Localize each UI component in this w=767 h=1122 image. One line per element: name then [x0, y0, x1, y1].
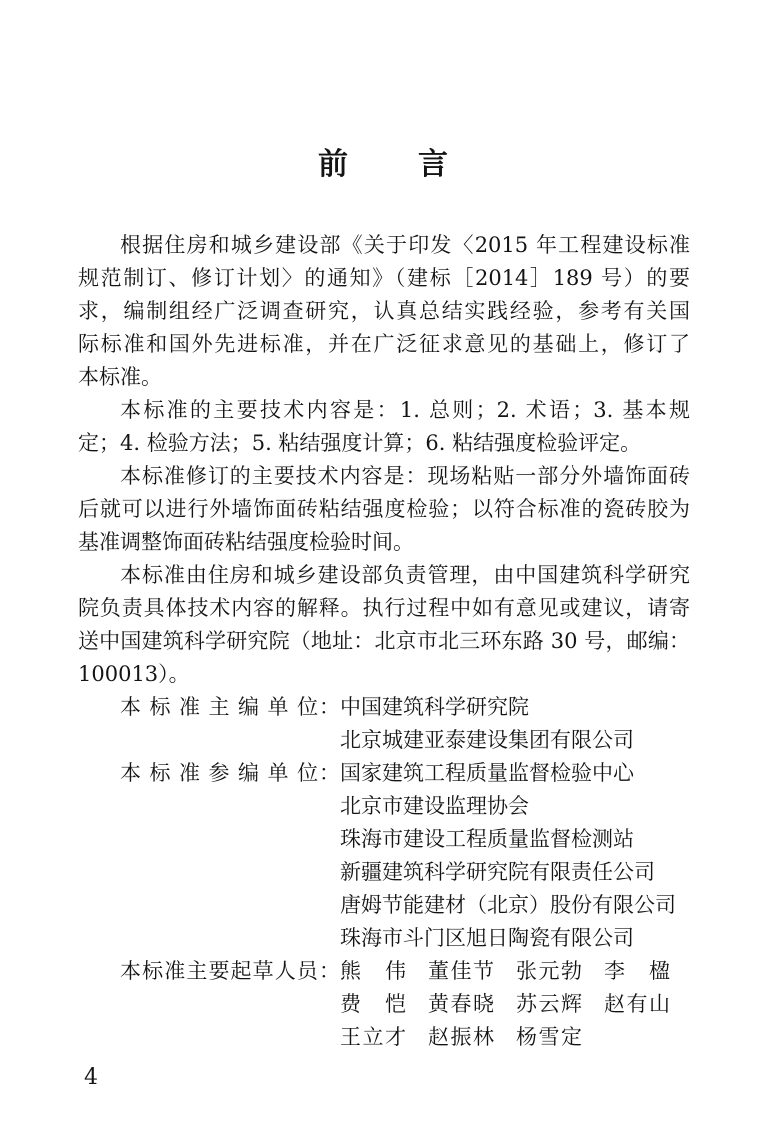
drafter-name: 李 楹	[604, 959, 670, 983]
paragraph-line: 院负责具体技术内容的解释。执行过程中如有意见或建议，请寄	[78, 596, 690, 620]
participating-units-label: 本 标 准 参 编 单 位：	[120, 761, 340, 785]
paragraph-line: 本标准。	[78, 365, 162, 389]
drafters-label: 本标准主要起草人员：	[120, 959, 340, 983]
drafter-name: 赵有山	[604, 992, 670, 1016]
paragraph-2	[78, 394, 690, 460]
participating-unit-item: 珠海市建设工程质量监督检测站	[340, 827, 634, 851]
participating-unit-item: 珠海市斗门区旭日陶瓷有限公司	[340, 926, 634, 950]
chief-units-row	[78, 691, 690, 724]
participating-unit-item: 唐姆节能建材（北京）股份有限公司	[340, 893, 676, 917]
paragraph-1	[78, 229, 690, 394]
participating-unit-item: 北京市建设监理协会	[340, 794, 529, 818]
paragraph-line: 根据住房和城乡建设部《关于印发〈2015 年工程建设标准	[120, 233, 690, 257]
chief-unit-item: 中国建筑科学研究院	[340, 695, 529, 719]
paragraph-line: 定；4. 检验方法；5. 粘结强度计算；6. 粘结强度检验评定。	[78, 431, 642, 455]
participating-units-row	[78, 790, 690, 823]
participating-unit-item: 国家建筑工程质量监督检验中心	[340, 761, 634, 785]
drafters	[78, 955, 690, 1054]
paragraph-line: 际标准和国外先进标准，并在广泛征求意见的基础上，修订了	[78, 332, 690, 356]
drafter-name: 王立才	[340, 1025, 406, 1049]
preface-body	[78, 229, 690, 1054]
preface-title: 前 言	[318, 147, 468, 182]
drafters-row	[78, 1021, 690, 1054]
drafter-name: 张元勃	[516, 959, 582, 983]
paragraph-line: 送中国建筑科学研究院（地址：北京市北三环东路 30 号，邮编：	[78, 629, 690, 653]
drafter-name: 苏云辉	[516, 992, 582, 1016]
participating-units-row	[78, 823, 690, 856]
drafters-row	[78, 955, 690, 988]
paragraph-line: 求，编制组经广泛调查研究，认真总结实践经验，参考有关国	[78, 299, 690, 323]
participating-units-row	[78, 757, 690, 790]
paragraph-3	[78, 460, 690, 559]
paragraph-line: 规范制订、修订计划〉的通知》（建标［2014］189 号）的要	[78, 266, 690, 290]
paragraph-line: 基准调整饰面砖粘结强度检验时间。	[78, 530, 414, 554]
participating-units	[78, 757, 690, 955]
participating-unit-item: 新疆建筑科学研究院有限责任公司	[340, 860, 655, 884]
paragraph-4	[78, 559, 690, 691]
chief-units-label: 本 标 准 主 编 单 位：	[120, 695, 340, 719]
chief-units-row	[78, 724, 690, 757]
drafter-name: 黄春晓	[428, 992, 494, 1016]
paragraph-line: 本标准由住房和城乡建设部负责管理，由中国建筑科学研究	[120, 563, 690, 587]
participating-units-row	[78, 889, 690, 922]
chief-unit-item: 北京城建亚泰建设集团有限公司	[340, 728, 634, 752]
drafter-name: 杨雪定	[516, 1025, 582, 1049]
chief-units	[78, 691, 690, 757]
drafters-row	[78, 988, 690, 1021]
drafter-name: 熊 伟	[340, 959, 406, 983]
paragraph-line: 本标准修订的主要技术内容是：现场粘贴一部分外墙饰面砖	[120, 464, 690, 488]
participating-units-row	[78, 922, 690, 955]
paragraph-line: 本标准的主要技术内容是：1. 总则；2. 术语；3. 基本规	[120, 398, 690, 422]
paragraph-line: 100013）。	[78, 662, 190, 686]
drafter-name: 费 恺	[340, 992, 406, 1016]
page-number: 4	[84, 1065, 98, 1090]
drafter-names	[340, 955, 692, 988]
drafter-name: 董佳节	[428, 959, 494, 983]
participating-units-row	[78, 856, 690, 889]
drafter-names	[340, 988, 692, 1021]
drafter-name: 赵振林	[428, 1025, 494, 1049]
drafter-names	[340, 1021, 604, 1054]
paragraph-line: 后就可以进行外墙饰面砖粘结强度检验；以符合标准的瓷砖胶为	[78, 497, 690, 521]
